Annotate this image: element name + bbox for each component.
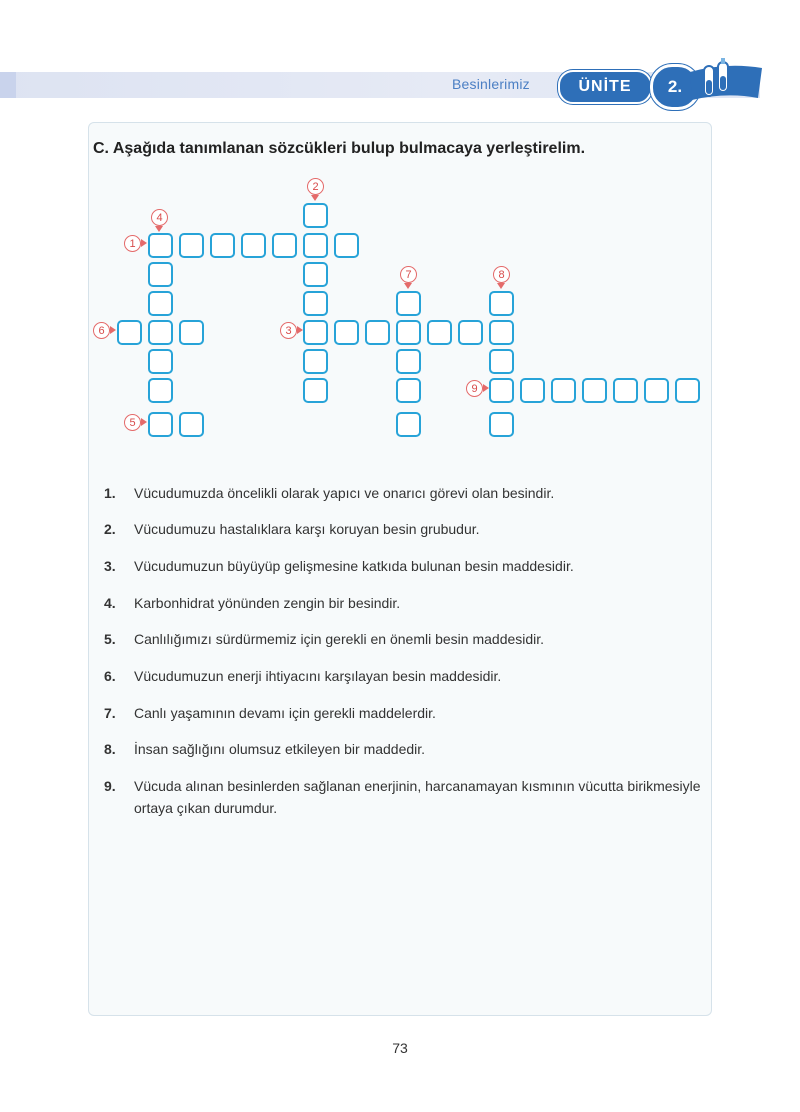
crossword-cell[interactable] [613,378,638,403]
crossword-cell[interactable] [303,233,328,258]
crossword-cell[interactable] [489,378,514,403]
crossword-cell[interactable] [148,262,173,287]
crossword-cell[interactable] [303,320,328,345]
crossword-label-4: 4 [151,209,168,226]
crossword-cell[interactable] [458,320,483,345]
crossword-cell[interactable] [489,320,514,345]
crossword-cell[interactable] [179,412,204,437]
crossword-cell[interactable] [334,320,359,345]
arrow-right-icon [141,239,147,247]
crossword-cell[interactable] [396,349,421,374]
crossword-cell[interactable] [272,233,297,258]
clue-number: 1. [104,485,116,501]
crossword-cell[interactable] [179,320,204,345]
crossword-label-9: 9 [466,380,483,397]
crossword-cell[interactable] [148,349,173,374]
crossword-cell[interactable] [179,233,204,258]
unit-number: 2. [650,64,700,110]
arrow-down-icon [155,226,163,232]
crossword-cell[interactable] [334,233,359,258]
crossword-cell[interactable] [396,291,421,316]
crossword-cell[interactable] [675,378,700,403]
clue-text: Vücudumuzun enerji ihtiyacını karşılayan besin maddesidir. [134,668,502,684]
arrow-right-icon [141,418,147,426]
clue-text: Vücudumuzda öncelikli olarak yapıcı ve onarıcı görevi olan besindir. [134,485,555,501]
crossword-cell[interactable] [303,378,328,403]
unit-label: ÜNİTE [558,70,652,104]
clue-item [104,702,714,724]
clue-text: İnsan sağlığını olumsuz etkileyen bir maddedir. [134,741,426,757]
header-title: Besinlerimiz [452,76,530,92]
clue-number: 7. [104,705,116,721]
clue-number: 6. [104,668,116,684]
clue-item [104,482,714,504]
crossword-label-7: 7 [400,266,417,283]
crossword-cell[interactable] [520,378,545,403]
clue-number: 3. [104,558,116,574]
clue-item [104,775,714,816]
arrow-down-icon [404,283,412,289]
arrow-right-icon [297,326,303,334]
clue-item [104,555,714,577]
crossword-cell[interactable] [148,291,173,316]
crossword-cell[interactable] [489,291,514,316]
header-strip [0,72,16,98]
clue-number: 8. [104,741,116,757]
crossword-cell[interactable] [303,291,328,316]
crossword-label-2: 2 [307,178,324,195]
clue-text: Canlı yaşamının devamı için gerekli maddelerdir. [134,705,436,721]
clue-item [104,518,714,540]
clue-number: 5. [104,631,116,647]
arrow-down-icon [497,283,505,289]
crossword-cell[interactable] [551,378,576,403]
arrow-right-icon [110,326,116,334]
clue-number: 2. [104,521,116,537]
crossword-cell[interactable] [241,233,266,258]
crossword-label-3: 3 [280,322,297,339]
crossword-label-6: 6 [93,322,110,339]
section-title: C. Aşağıda tanımlanan sözcükleri bulup bulmacaya yerleştirelim. [93,140,586,157]
crossword-cell[interactable] [117,320,142,345]
crossword-cell[interactable] [148,320,173,345]
crossword-cell[interactable] [148,378,173,403]
crossword-label-5: 5 [124,414,141,431]
crossword-cell[interactable] [148,233,173,258]
clue-number: 9. [104,778,116,794]
crossword-cell[interactable] [396,320,421,345]
clue-item [104,592,714,614]
clue-text: Vücuda alınan besinlerden sağlanan enerjinin, harcanamayan kısmının vücutta birikmesiyle ortaya çıkan durumdur. [134,778,701,816]
crossword-cell[interactable] [489,412,514,437]
crossword-cell[interactable] [148,412,173,437]
crossword-cell[interactable] [396,412,421,437]
crossword-label-8: 8 [493,266,510,283]
crossword-cell[interactable] [489,349,514,374]
clue-item [104,738,714,760]
arrow-down-icon [311,195,319,201]
test-tube-icon [690,58,762,104]
arrow-right-icon [483,384,489,392]
page-number: 73 [392,1040,408,1056]
clue-text: Vücudumuzu hastalıklara karşı koruyan besin grubudur. [134,521,480,537]
crossword-cell[interactable] [644,378,669,403]
crossword-cell[interactable] [303,203,328,228]
crossword-cell[interactable] [582,378,607,403]
clue-item [104,628,714,650]
crossword-cell[interactable] [303,349,328,374]
clue-text: Canlılığımızı sürdürmemiz için gerekli en önemli besin maddesidir. [134,631,545,647]
clue-number: 4. [104,595,116,611]
crossword-cell[interactable] [427,320,452,345]
clue-text: Karbonhidrat yönünden zengin bir besindir. [134,595,401,611]
crossword-cell[interactable] [303,262,328,287]
clue-item [104,665,714,687]
crossword-label-1: 1 [124,235,141,252]
crossword-cell[interactable] [365,320,390,345]
clue-text: Vücudumuzun büyüyüp gelişmesine katkıda bulunan besin maddesidir. [134,558,574,574]
crossword-cell[interactable] [396,378,421,403]
crossword-cell[interactable] [210,233,235,258]
